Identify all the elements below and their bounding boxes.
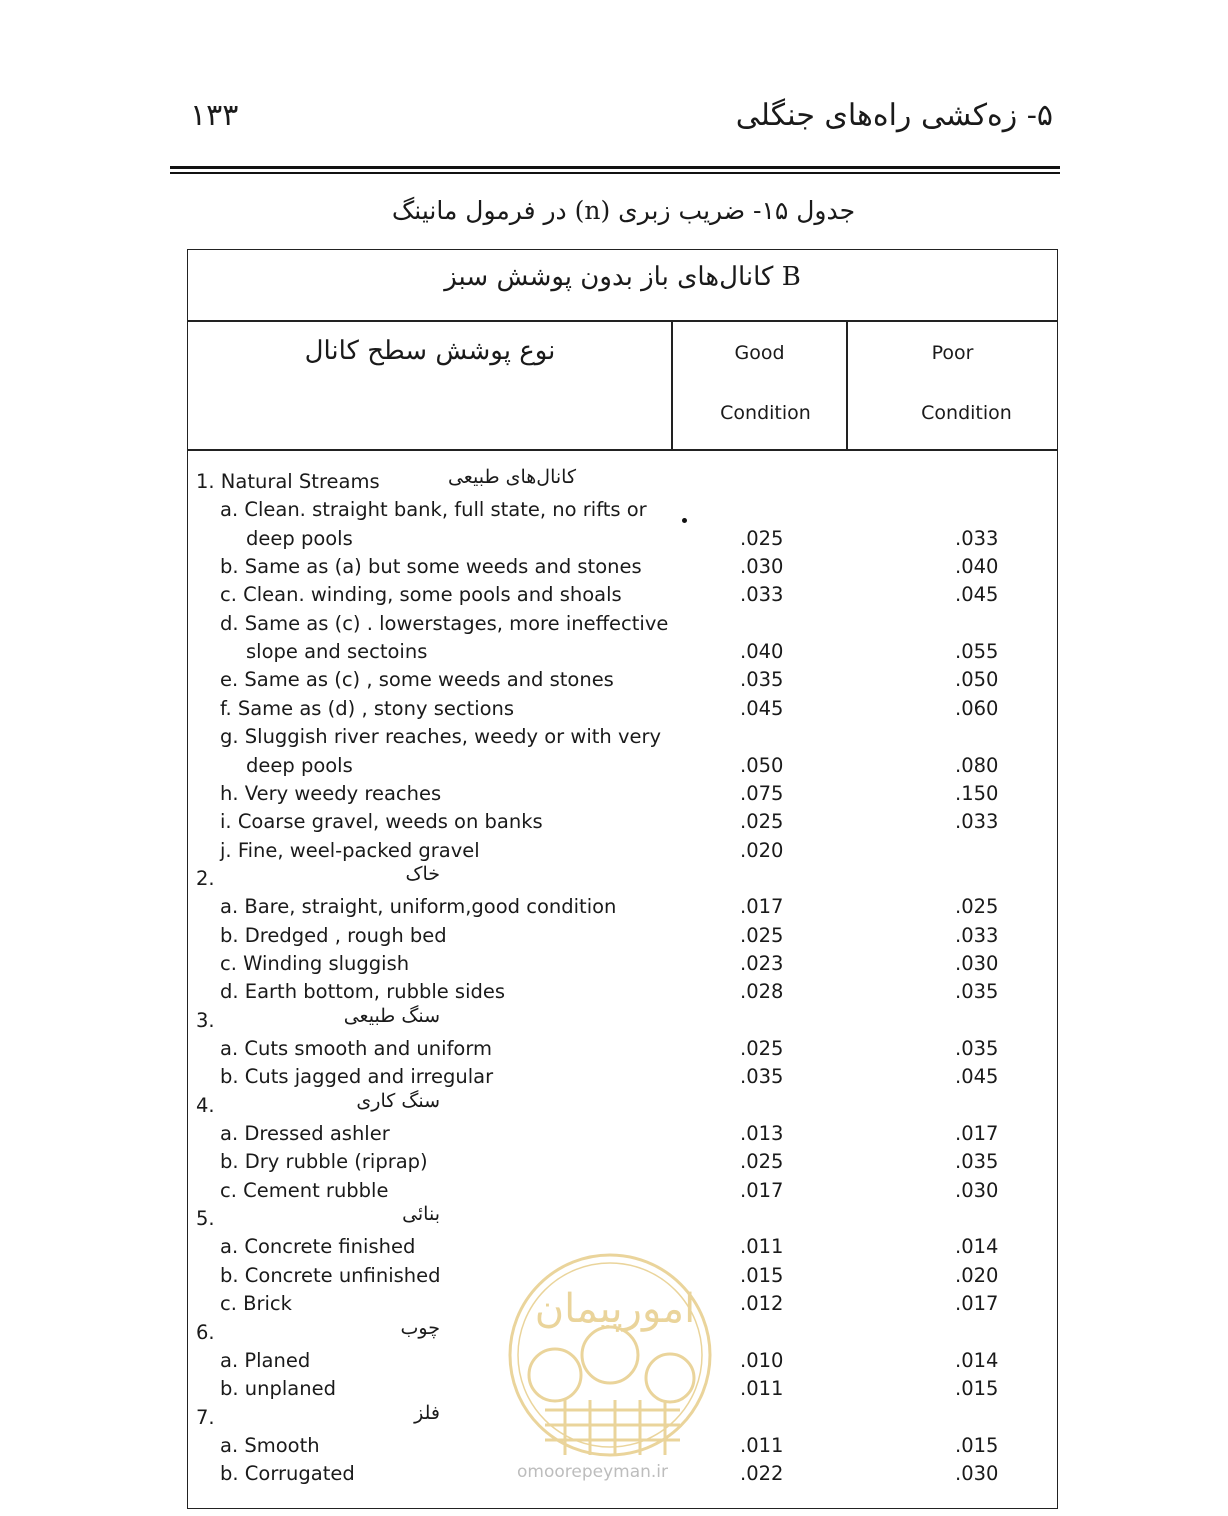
row-label-fa: فلز xyxy=(414,1402,440,1424)
good-value: .045 xyxy=(740,697,784,720)
poor-value: .025 xyxy=(955,895,999,918)
good-value: .017 xyxy=(740,895,784,918)
row-label: h. Very weedy reaches xyxy=(220,782,442,805)
column-header-type: نوع پوشش سطح کانال xyxy=(304,336,556,366)
row-label-fa: سنگ طبیعی xyxy=(343,1005,440,1027)
table-caption: جدول ۱۵- ضریب زبری (n) در فرمول مانینگ xyxy=(391,196,856,225)
good-value: .035 xyxy=(740,1065,784,1088)
row-label: j. Fine, weel-packed gravel xyxy=(220,839,480,862)
table-divider xyxy=(187,320,1058,322)
poor-value: .035 xyxy=(955,1037,999,1060)
good-value: .025 xyxy=(740,527,784,550)
watermark-logo xyxy=(505,1250,715,1460)
stray-mark xyxy=(682,518,687,523)
poor-value: .080 xyxy=(955,754,999,777)
poor-value: .150 xyxy=(955,782,999,805)
row-label: g. Sluggish river reaches, weedy or with very xyxy=(220,725,662,748)
column-header-good: Good xyxy=(734,342,785,364)
good-value: .030 xyxy=(740,555,784,578)
good-value: .015 xyxy=(740,1264,784,1287)
row-label-fa: چوب xyxy=(400,1317,440,1339)
row-label: i. Coarse gravel, weeds on banks xyxy=(220,810,543,833)
poor-value: .033 xyxy=(955,924,999,947)
page-number: ۱۳۳ xyxy=(190,98,239,133)
poor-value: .020 xyxy=(955,1264,999,1287)
row-label-fa: کانال‌های طبیعی xyxy=(447,466,576,488)
poor-value: .017 xyxy=(955,1122,999,1145)
poor-value: .014 xyxy=(955,1349,999,1372)
row-label: c. Clean. winding, some pools and shoals xyxy=(220,583,622,606)
row-label: 2. xyxy=(196,867,215,890)
row-label: a. Cuts smooth and uniform xyxy=(220,1037,493,1060)
column-header-poor: Poor xyxy=(931,342,974,364)
row-label: d. Same as (c) . lowerstages, more ineffective xyxy=(220,612,669,635)
good-value: .025 xyxy=(740,1150,784,1173)
poor-value: .035 xyxy=(955,980,999,1003)
poor-value: .017 xyxy=(955,1292,999,1315)
good-value: .075 xyxy=(740,782,784,805)
good-value: .028 xyxy=(740,980,784,1003)
good-value: .020 xyxy=(740,839,784,862)
row-label: c. Cement rubble xyxy=(220,1179,389,1202)
row-label: a. Dressed ashler xyxy=(220,1122,390,1145)
good-value: .035 xyxy=(740,668,784,691)
poor-value: .045 xyxy=(955,1065,999,1088)
column-divider xyxy=(671,320,673,450)
row-label-fa: بنائی xyxy=(402,1203,440,1225)
row-label: b. Corrugated xyxy=(220,1462,355,1485)
row-label: 3. xyxy=(196,1009,215,1032)
row-label: deep pools xyxy=(246,754,353,777)
row-label: c. Brick xyxy=(220,1292,292,1315)
watermark-logo-text: امورپیمان xyxy=(534,1286,696,1332)
row-label: e. Same as (c) , some weeds and stones xyxy=(220,668,614,691)
column-header-good-sub: Condition xyxy=(720,402,811,424)
good-value: .012 xyxy=(740,1292,784,1315)
row-label: a. Smooth xyxy=(220,1434,320,1457)
table-divider xyxy=(187,449,1058,451)
row-label: a. Planed xyxy=(220,1349,311,1372)
row-label: 4. xyxy=(196,1094,215,1117)
poor-value: .030 xyxy=(955,1179,999,1202)
good-value: .013 xyxy=(740,1122,784,1145)
row-label: b. Dry rubble (riprap) xyxy=(220,1150,428,1173)
poor-value: .030 xyxy=(955,952,999,975)
row-label: a. Clean. straight bank, full state, no rifts or xyxy=(220,498,647,521)
good-value: .033 xyxy=(740,583,784,606)
good-value: .011 xyxy=(740,1377,784,1400)
chapter-title: ۵- زه‌کشی راه‌های جنگلی xyxy=(735,98,1053,133)
row-label: b. Same as (a) but some weeds and stones xyxy=(220,555,642,578)
poor-value: .030 xyxy=(955,1462,999,1485)
good-value: .010 xyxy=(740,1349,784,1372)
row-label: f. Same as (d) , stony sections xyxy=(220,697,515,720)
poor-value: .040 xyxy=(955,555,999,578)
row-label: b. Cuts jagged and irregular xyxy=(220,1065,494,1088)
good-value: .017 xyxy=(740,1179,784,1202)
row-label: b. unplaned xyxy=(220,1377,336,1400)
good-value: .025 xyxy=(740,924,784,947)
row-label: slope and sectoins xyxy=(246,640,428,663)
poor-value: .015 xyxy=(955,1377,999,1400)
header-rule xyxy=(170,166,1060,169)
row-label: 1. Natural Streams xyxy=(196,470,380,493)
row-label: deep pools xyxy=(246,527,353,550)
poor-value: .060 xyxy=(955,697,999,720)
good-value: .025 xyxy=(740,810,784,833)
row-label: 7. xyxy=(196,1406,215,1429)
poor-value: .033 xyxy=(955,810,999,833)
row-label: b. Concrete unfinished xyxy=(220,1264,441,1287)
good-value: .011 xyxy=(740,1235,784,1258)
poor-value: .055 xyxy=(955,640,999,663)
good-value: .022 xyxy=(740,1462,784,1485)
good-value: .025 xyxy=(740,1037,784,1060)
poor-value: .014 xyxy=(955,1235,999,1258)
poor-value: .050 xyxy=(955,668,999,691)
row-label: b. Dredged , rough bed xyxy=(220,924,447,947)
row-label: 6. xyxy=(196,1321,215,1344)
column-divider xyxy=(846,320,848,450)
section-title: B کانال‌های باز بدون پوشش سبز xyxy=(444,262,801,292)
poor-value: .045 xyxy=(955,583,999,606)
poor-value: .035 xyxy=(955,1150,999,1173)
row-label: d. Earth bottom, rubble sides xyxy=(220,980,506,1003)
row-label-fa: خاک xyxy=(405,863,440,885)
poor-value: .033 xyxy=(955,527,999,550)
column-header-poor-sub: Condition xyxy=(921,402,1012,424)
header-rule-thin xyxy=(170,172,1060,174)
good-value: .011 xyxy=(740,1434,784,1457)
good-value: .050 xyxy=(740,754,784,777)
row-label: a. Concrete finished xyxy=(220,1235,416,1258)
row-label: 5. xyxy=(196,1207,215,1230)
row-label: a. Bare, straight, uniform,good condition xyxy=(220,895,617,918)
watermark-site: omoorepeyman.ir xyxy=(517,1462,669,1482)
good-value: .040 xyxy=(740,640,784,663)
row-label-fa: سنگ کاری xyxy=(356,1090,440,1112)
poor-value: .015 xyxy=(955,1434,999,1457)
good-value: .023 xyxy=(740,952,784,975)
row-label: c. Winding sluggish xyxy=(220,952,410,975)
